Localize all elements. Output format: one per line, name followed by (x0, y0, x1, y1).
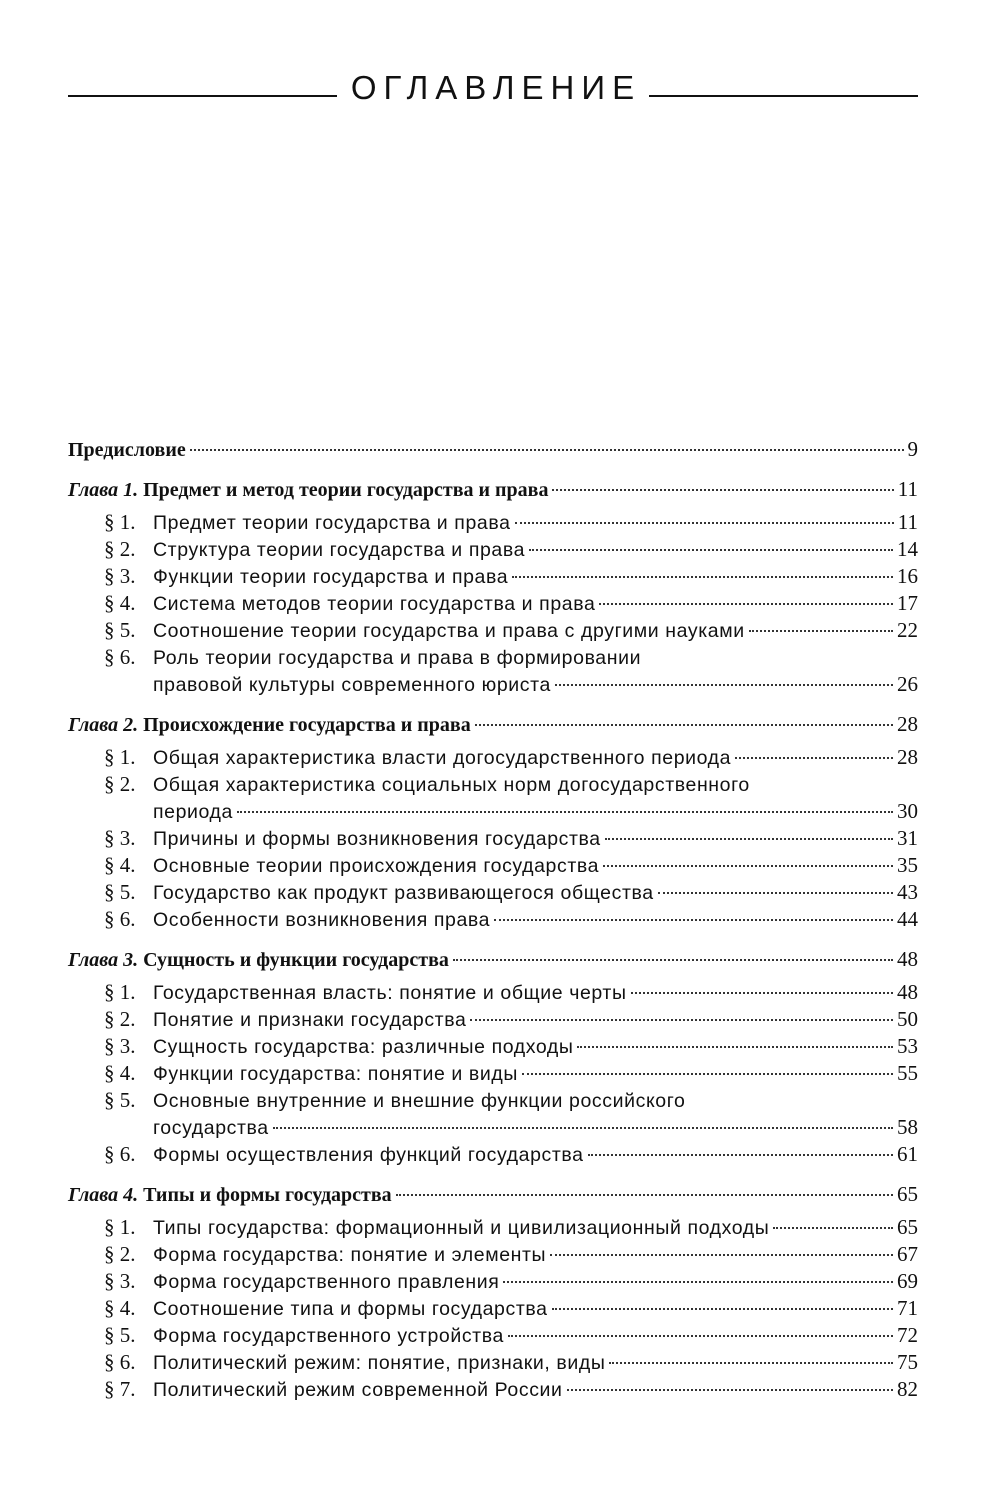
section-number: § 6. (104, 1142, 136, 1166)
dot-leader (190, 449, 904, 451)
toc-section-continuation[interactable] (68, 671, 918, 698)
section-number: § 5. (104, 618, 136, 642)
toc-page-number: 65 (897, 1182, 918, 1206)
dot-leader (453, 959, 893, 961)
section-title-continued: государства (153, 1117, 269, 1139)
section-title: Общая характеристика социальных норм догосударственного (153, 774, 750, 796)
toc-page-number: 26 (897, 672, 918, 696)
toc-entry-preface[interactable] (68, 436, 918, 463)
section-number: § 4. (104, 1061, 136, 1085)
dot-leader (567, 1389, 893, 1391)
dot-leader (631, 992, 893, 994)
chapter-title: Предмет и метод теории государства и права (143, 479, 549, 501)
section-number: § 6. (104, 1350, 136, 1374)
section-title: Понятие и признаки государства (153, 1009, 467, 1031)
toc-page-number: 22 (897, 618, 918, 642)
section-number: § 4. (104, 1296, 136, 1320)
toc-section-continuation[interactable] (68, 1114, 918, 1141)
toc-page-number: 82 (897, 1377, 918, 1401)
section-title: Форма государства: понятие и элементы (153, 1244, 547, 1266)
toc-page-number: 17 (897, 591, 918, 615)
section-number: § 5. (104, 1088, 136, 1112)
dot-leader (508, 1335, 893, 1337)
section-title: Форма государственного устройства (153, 1325, 504, 1347)
toc-page-number: 35 (897, 853, 918, 877)
dot-leader (577, 1046, 893, 1048)
section-title: Предмет теории государства и права (153, 512, 511, 534)
toc-section[interactable] (68, 1376, 918, 1403)
toc-page-number: 71 (897, 1296, 918, 1320)
toc-section[interactable] (68, 852, 918, 879)
section-title: Государственная власть: понятие и общие черты (153, 982, 627, 1004)
header-rule-left (68, 95, 337, 97)
toc-page-number: 65 (897, 1215, 918, 1239)
toc-page-number: 28 (897, 745, 918, 769)
page-title: ОГЛАВЛЕНИЕ (350, 69, 642, 106)
section-number: § 6. (104, 645, 136, 669)
toc-page-number: 53 (897, 1034, 918, 1058)
toc-page-number: 72 (897, 1323, 918, 1347)
toc-section[interactable] (68, 1087, 918, 1114)
table-of-contents (68, 436, 918, 1403)
dot-leader (605, 838, 893, 840)
toc-section[interactable] (68, 879, 918, 906)
toc-section[interactable] (68, 1033, 918, 1060)
dot-leader (773, 1227, 893, 1229)
toc-section[interactable] (68, 1060, 918, 1087)
section-number: § 1. (104, 1215, 136, 1239)
dot-leader (237, 811, 893, 813)
toc-page-number: 67 (897, 1242, 918, 1266)
chapter-label: Глава 3. (68, 949, 139, 971)
dot-leader (609, 1362, 893, 1364)
dot-leader (552, 489, 893, 491)
toc-section[interactable] (68, 771, 918, 798)
dot-leader (503, 1281, 893, 1283)
chapter-label: Глава 2. (68, 714, 139, 736)
toc-section[interactable] (68, 617, 918, 644)
section-number: § 6. (104, 907, 136, 931)
chapter-title: Типы и формы государства (143, 1184, 392, 1206)
dot-leader (588, 1154, 893, 1156)
section-number: § 2. (104, 1007, 136, 1031)
toc-section[interactable] (68, 1322, 918, 1349)
section-title: Система методов теории государства и права (153, 593, 596, 615)
toc-page-number: 31 (897, 826, 918, 850)
section-number: § 3. (104, 1269, 136, 1293)
toc-page-number: 43 (897, 880, 918, 904)
dot-leader (475, 724, 893, 726)
toc-page-number: 69 (897, 1269, 918, 1293)
toc-section[interactable] (68, 1006, 918, 1033)
chapter-label: Глава 4. (68, 1184, 139, 1206)
section-title: Политический режим современной России (153, 1379, 563, 1401)
section-number: § 1. (104, 745, 136, 769)
section-title: Соотношение типа и формы государства (153, 1298, 548, 1320)
toc-section[interactable] (68, 509, 918, 536)
dot-leader (749, 630, 893, 632)
section-number: § 1. (104, 510, 136, 534)
dot-leader (515, 522, 894, 524)
chapter-label: Глава 1. (68, 479, 139, 501)
dot-leader (522, 1073, 893, 1075)
dot-leader (552, 1308, 893, 1310)
section-number: § 3. (104, 564, 136, 588)
toc-section[interactable] (68, 590, 918, 617)
toc-section[interactable] (68, 744, 918, 771)
page-header (68, 66, 918, 110)
section-number: § 2. (104, 1242, 136, 1266)
toc-page-number: 44 (897, 907, 918, 931)
toc-page-number: 16 (897, 564, 918, 588)
dot-leader (470, 1019, 893, 1021)
section-number: § 4. (104, 591, 136, 615)
toc-section[interactable] (68, 644, 918, 671)
chapter-title: Происхождение государства и права (143, 714, 471, 736)
dot-leader (603, 865, 893, 867)
toc-section[interactable] (68, 1141, 918, 1168)
section-title: Общая характеристика власти догосударственного периода (153, 747, 732, 769)
section-title: Формы осуществления функций государства (153, 1144, 584, 1166)
section-number: § 5. (104, 1323, 136, 1347)
toc-chapter-4[interactable] (68, 1181, 918, 1208)
toc-page-number: 11 (897, 477, 918, 501)
toc-page-number: 11 (897, 510, 918, 534)
dot-leader (550, 1254, 893, 1256)
toc-page-number: 50 (897, 1007, 918, 1031)
toc-page-number: 30 (897, 799, 918, 823)
section-number: § 4. (104, 853, 136, 877)
toc-page-number: 48 (897, 980, 918, 1004)
section-number: § 5. (104, 880, 136, 904)
section-number: § 3. (104, 1034, 136, 1058)
dot-leader (658, 892, 893, 894)
toc-section[interactable] (68, 1349, 918, 1376)
section-number: § 1. (104, 980, 136, 1004)
toc-page-number: 75 (897, 1350, 918, 1374)
section-title: Роль теории государства и права в формировании (153, 647, 642, 669)
toc-section[interactable] (68, 1214, 918, 1241)
section-title: Структура теории государства и права (153, 539, 526, 561)
toc-page-number: 9 (907, 437, 918, 461)
toc-page-number: 58 (897, 1115, 918, 1139)
toc-entry-title: Предисловие (68, 439, 186, 461)
toc-section[interactable] (68, 1268, 918, 1295)
toc-page-number: 48 (897, 947, 918, 971)
toc-section-continuation[interactable] (68, 798, 918, 825)
dot-leader (494, 919, 893, 921)
dot-leader (396, 1194, 893, 1196)
section-title-continued: периода (153, 801, 233, 823)
toc-section[interactable] (68, 1295, 918, 1322)
toc-section[interactable] (68, 906, 918, 933)
section-title-continued: правовой культуры современного юриста (153, 674, 551, 696)
toc-page-number: 55 (897, 1061, 918, 1085)
section-number: § 2. (104, 537, 136, 561)
section-title: Основные внутренние и внешние функции российского (153, 1090, 686, 1112)
dot-leader (273, 1127, 893, 1129)
toc-section[interactable] (68, 825, 918, 852)
section-title: Соотношение теории государства и права с другими науками (153, 620, 745, 642)
header-rule-right (649, 95, 918, 97)
toc-chapter-2[interactable] (68, 711, 918, 738)
section-title: Сущность государства: различные подходы (153, 1036, 574, 1058)
section-title: Причины и формы возникновения государства (153, 828, 601, 850)
dot-leader (555, 684, 893, 686)
toc-chapter-3[interactable] (68, 946, 918, 973)
section-number: § 7. (104, 1377, 136, 1401)
section-number: § 3. (104, 826, 136, 850)
chapter-title: Сущность и функции государства (143, 949, 449, 971)
section-title: Форма государственного правления (153, 1271, 500, 1293)
section-number: § 2. (104, 772, 136, 796)
section-title: Особенности возникновения права (153, 909, 491, 931)
toc-page-number: 61 (897, 1142, 918, 1166)
section-title: Типы государства: формационный и цивилизационный подходы (153, 1217, 770, 1239)
section-title: Государство как продукт развивающегося общества (153, 882, 654, 904)
toc-chapter-1[interactable] (68, 476, 918, 503)
section-title: Функции теории государства и права (153, 566, 509, 588)
dot-leader (599, 603, 893, 605)
toc-page-number: 28 (897, 712, 918, 736)
dot-leader (529, 549, 893, 551)
toc-section[interactable] (68, 563, 918, 590)
dot-leader (512, 576, 893, 578)
toc-section[interactable] (68, 1241, 918, 1268)
toc-section[interactable] (68, 536, 918, 563)
toc-section[interactable] (68, 979, 918, 1006)
section-title: Основные теории происхождения государства (153, 855, 600, 877)
section-title: Политический режим: понятие, признаки, виды (153, 1352, 606, 1374)
section-title: Функции государства: понятие и виды (153, 1063, 518, 1085)
toc-page-number: 14 (897, 537, 918, 561)
dot-leader (735, 757, 893, 759)
